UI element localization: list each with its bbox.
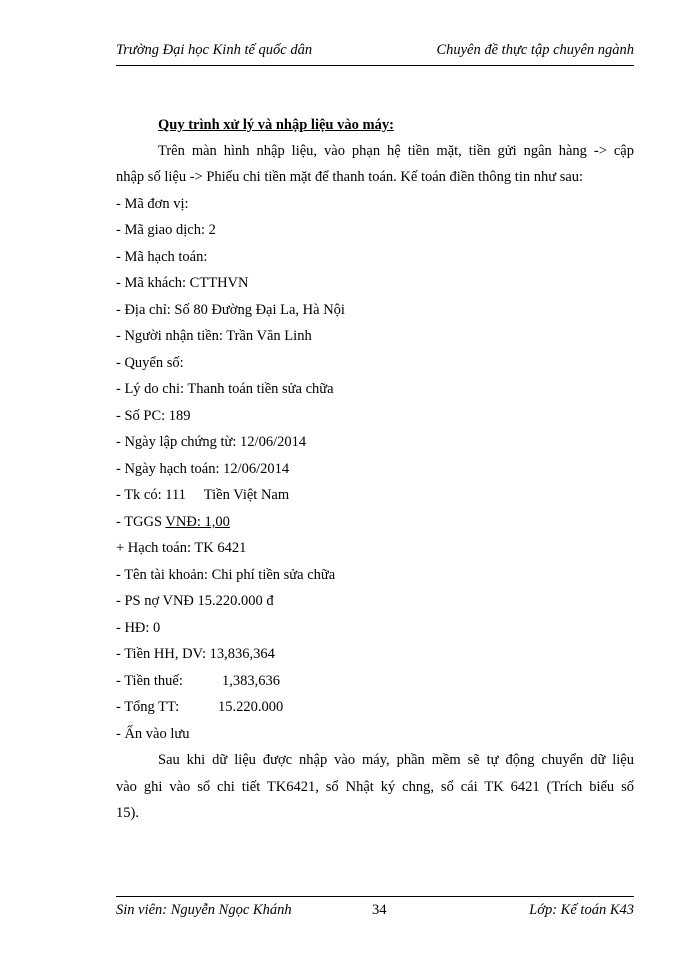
- footer-page-number: 34: [372, 902, 387, 918]
- item-tggs-value: VNĐ: 1,00: [165, 514, 230, 530]
- item-tggs-label: - TGGS: [116, 514, 166, 530]
- item-hd: - HĐ: 0: [116, 620, 161, 636]
- item-dia-chi: - Địa chỉ: Số 80 Đường Đại La, Hà Nội: [116, 302, 345, 318]
- item-quyen-so: - Quyển số:: [116, 355, 184, 371]
- item-tk-co: - Tk có: 111 Tiền Việt Nam: [116, 487, 290, 503]
- closing-line-3: 15).: [116, 805, 139, 821]
- item-tien-hh: - Tiền HH, DV: 13,836,364: [116, 646, 275, 662]
- item-ly-do-chi: - Lý do chi: Thanh toán tiền sửa chữa: [116, 381, 334, 397]
- intro-line-2: nhập số liệu -> Phiếu chi tiền mặt để thanh toán. Kế toán điền thông tin như sau:: [116, 169, 584, 185]
- item-ma-khach: - Mã khách: CTTHVN: [116, 275, 249, 291]
- item-ps-no: - PS nợ VNĐ 15.220.000 đ: [116, 593, 274, 609]
- closing-line-1: Sau khi dữ liệu được nhập vào máy, phần mềm sẽ tự động chuyển dữ liệu: [158, 752, 634, 768]
- footer-student: Sin viên: Nguyễn Ngọc Khánh: [116, 902, 292, 918]
- item-hach-toan: + Hạch toán: TK 6421: [116, 540, 247, 556]
- item-tong-tt-label: - Tổng TT:: [116, 699, 180, 715]
- item-ma-giao-dich: - Mã giao dịch: 2: [116, 222, 216, 238]
- item-ngay-lap: - Ngày lập chứng từ: 12/06/2014: [116, 434, 307, 450]
- item-ten-tai-khoan: - Tên tài khoản: Chi phí tiền sửa chữa: [116, 567, 336, 583]
- item-ngay-hach-toan: - Ngày hạch toán: 12/06/2014: [116, 461, 290, 477]
- header-university: Trường Đại học Kinh tế quốc dân: [116, 42, 313, 58]
- header-divider: [116, 65, 634, 66]
- footer-class: Lớp: Kế toán K43: [529, 902, 634, 918]
- section-title: Quy trình xử lý và nhập liệu vào máy:: [158, 117, 394, 133]
- closing-line-2: vào ghi vào sổ chi tiết TK6421, sổ Nhật ký chng, sổ cái TK 6421 (Trích biểu số: [116, 779, 634, 795]
- item-so-pc: - Số PC: 189: [116, 408, 191, 424]
- item-tong-tt-value: 15.220.000: [218, 699, 284, 715]
- item-tien-thue-value: 1,383,636: [222, 673, 280, 689]
- page-header: [116, 42, 634, 64]
- page-footer: [116, 902, 634, 922]
- item-ma-hach-toan: - Mã hạch toán:: [116, 249, 208, 265]
- item-tggs: [116, 513, 230, 531]
- item-tien-thue-label: - Tiền thuế:: [116, 673, 183, 689]
- footer-divider: [116, 896, 634, 897]
- intro-line-1: Trên màn hình nhập liệu, vào phạn hệ tiền mặt, tiền gửi ngân hàng -> cập: [158, 143, 634, 159]
- header-report-title: Chuyên đề thực tập chuyên ngành: [436, 42, 634, 58]
- item-ma-don-vi: - Mã đơn vị:: [116, 196, 189, 212]
- item-tong-tt: [116, 698, 284, 716]
- item-nguoi-nhan: - Người nhận tiền: Trần Văn Linh: [116, 328, 312, 344]
- item-an-vao-luu: - Ấn vào lưu: [116, 726, 190, 742]
- item-tien-thue: [116, 672, 280, 690]
